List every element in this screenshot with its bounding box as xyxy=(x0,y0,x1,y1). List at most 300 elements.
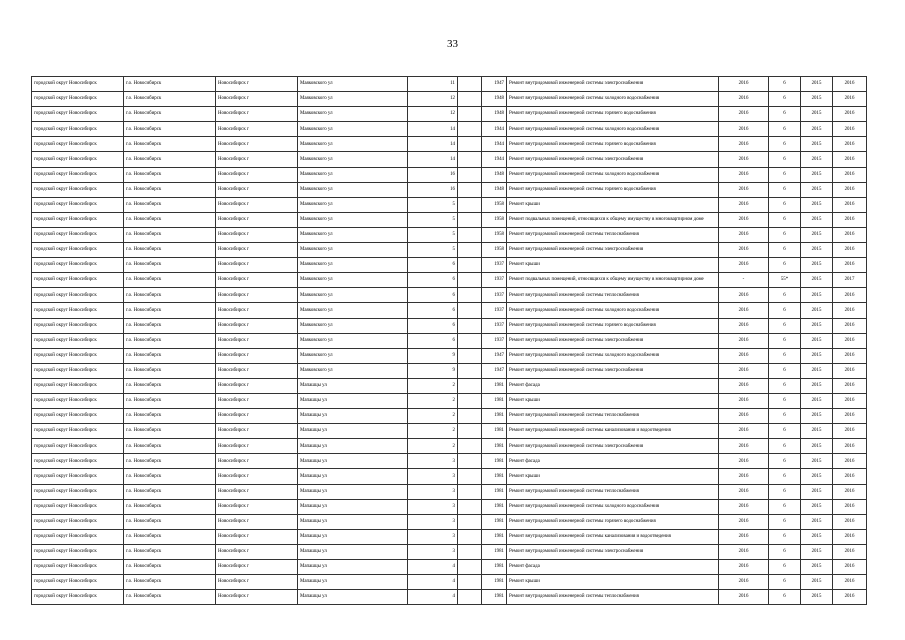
cell-house: 3 xyxy=(408,499,458,514)
cell-start-year: 2015 xyxy=(801,333,833,348)
cell-building xyxy=(458,303,482,318)
cell-end-year: 2016 xyxy=(833,107,867,122)
cell-locality: Новосибирск г xyxy=(216,137,298,152)
cell-locality: Новосибирск г xyxy=(216,499,298,514)
cell-months: 6 xyxy=(769,77,801,92)
cell-house: 9 xyxy=(408,348,458,363)
cell-plan-start: 2016 xyxy=(719,318,769,333)
cell-house: 6 xyxy=(408,288,458,303)
cell-year: 1981 xyxy=(482,544,507,559)
cell-work-type: Ремонт внутридомовой инженерной системы электроснабжения xyxy=(507,243,719,258)
cell-municipality: г.о. Новосибирск xyxy=(124,499,216,514)
cell-end-year: 2016 xyxy=(833,122,867,137)
cell-municipality: г.о. Новосибирск xyxy=(124,152,216,167)
cell-start-year: 2015 xyxy=(801,529,833,544)
cell-end-year: 2016 xyxy=(833,303,867,318)
cell-district: городской округ Новосибирск xyxy=(32,363,124,378)
cell-locality: Новосибирск г xyxy=(216,122,298,137)
cell-locality: Новосибирск г xyxy=(216,454,298,469)
cell-months: 6 xyxy=(769,227,801,242)
table-row xyxy=(32,363,867,378)
cell-street: Мапашцы ул xyxy=(298,529,408,544)
cell-building xyxy=(458,212,482,227)
cell-locality: Новосибирск г xyxy=(216,575,298,590)
cell-street: Маяковского ул xyxy=(298,273,408,288)
cell-street: Мапашцы ул xyxy=(298,393,408,408)
cell-municipality: г.о. Новосибирск xyxy=(124,393,216,408)
cell-end-year: 2016 xyxy=(833,288,867,303)
cell-year: 1937 xyxy=(482,273,507,288)
cell-plan-start: 2016 xyxy=(719,590,769,605)
cell-year: 1981 xyxy=(482,529,507,544)
cell-start-year: 2015 xyxy=(801,137,833,152)
table-row xyxy=(32,107,867,122)
cell-plan-start: 2016 xyxy=(719,77,769,92)
cell-work-type: Ремонт внутридомовой инженерной системы холодного водоснабжения xyxy=(507,499,719,514)
cell-start-year: 2015 xyxy=(801,575,833,590)
cell-district: городской округ Новосибирск xyxy=(32,514,124,529)
cell-months: 6 xyxy=(769,288,801,303)
cell-street: Маяковского ул xyxy=(298,363,408,378)
cell-street: Маяковского ул xyxy=(298,137,408,152)
cell-year: 1937 xyxy=(482,318,507,333)
cell-district: городской округ Новосибирск xyxy=(32,484,124,499)
cell-locality: Новосибирск г xyxy=(216,288,298,303)
cell-year: 1944 xyxy=(482,152,507,167)
cell-start-year: 2015 xyxy=(801,484,833,499)
cell-street: Маяковского ул xyxy=(298,77,408,92)
cell-plan-start: 2016 xyxy=(719,152,769,167)
cell-street: Мапашцы ул xyxy=(298,590,408,605)
cell-months: 6 xyxy=(769,378,801,393)
cell-year: 1947 xyxy=(482,348,507,363)
cell-start-year: 2015 xyxy=(801,303,833,318)
cell-house: 14 xyxy=(408,152,458,167)
cell-months: 6 xyxy=(769,393,801,408)
cell-locality: Новосибирск г xyxy=(216,212,298,227)
cell-locality: Новосибирск г xyxy=(216,152,298,167)
cell-work-type: Ремонт внутридомовой инженерной системы холодного водоснабжения xyxy=(507,303,719,318)
cell-months: 6 xyxy=(769,529,801,544)
cell-locality: Новосибирск г xyxy=(216,348,298,363)
cell-municipality: г.о. Новосибирск xyxy=(124,544,216,559)
cell-street: Маяковского ул xyxy=(298,152,408,167)
cell-building xyxy=(458,107,482,122)
table-row xyxy=(32,544,867,559)
cell-work-type: Ремонт внутридомовой инженерной системы теплоснабжения xyxy=(507,409,719,424)
cell-end-year: 2017 xyxy=(833,273,867,288)
cell-start-year: 2015 xyxy=(801,544,833,559)
cell-locality: Новосибирск г xyxy=(216,469,298,484)
cell-street: Мапашцы ул xyxy=(298,575,408,590)
table-row xyxy=(32,484,867,499)
cell-plan-start: - xyxy=(719,273,769,288)
cell-start-year: 2015 xyxy=(801,107,833,122)
cell-months: 6 xyxy=(769,333,801,348)
cell-work-type: Ремонт крыши xyxy=(507,258,719,273)
cell-end-year: 2016 xyxy=(833,152,867,167)
cell-plan-start: 2016 xyxy=(719,575,769,590)
cell-year: 1947 xyxy=(482,363,507,378)
cell-months: 6 xyxy=(769,363,801,378)
cell-building xyxy=(458,409,482,424)
cell-year: 1981 xyxy=(482,514,507,529)
cell-house: 2 xyxy=(408,439,458,454)
cell-district: городской округ Новосибирск xyxy=(32,227,124,242)
cell-building xyxy=(458,378,482,393)
cell-district: городской округ Новосибирск xyxy=(32,454,124,469)
table-row xyxy=(32,318,867,333)
cell-work-type: Ремонт внутридомовой инженерной системы электроснабжения xyxy=(507,363,719,378)
cell-street: Маяковского ул xyxy=(298,107,408,122)
cell-start-year: 2015 xyxy=(801,409,833,424)
cell-start-year: 2015 xyxy=(801,514,833,529)
cell-work-type: Ремонт внутридомовой инженерной системы канализования и водоотведения xyxy=(507,529,719,544)
table-row xyxy=(32,182,867,197)
cell-district: городской округ Новосибирск xyxy=(32,197,124,212)
cell-work-type: Ремонт внутридомовой инженерной системы теплоснабжения xyxy=(507,484,719,499)
cell-street: Мапашцы ул xyxy=(298,560,408,575)
cell-plan-start: 2016 xyxy=(719,92,769,107)
cell-start-year: 2015 xyxy=(801,152,833,167)
cell-end-year: 2016 xyxy=(833,424,867,439)
cell-months: 6 xyxy=(769,409,801,424)
cell-municipality: г.о. Новосибирск xyxy=(124,258,216,273)
cell-municipality: г.о. Новосибирск xyxy=(124,167,216,182)
cell-start-year: 2015 xyxy=(801,363,833,378)
cell-district: городской округ Новосибирск xyxy=(32,318,124,333)
cell-building xyxy=(458,529,482,544)
cell-building xyxy=(458,243,482,258)
cell-house: 14 xyxy=(408,122,458,137)
table-row xyxy=(32,137,867,152)
cell-house: 5 xyxy=(408,197,458,212)
cell-work-type: Ремонт внутридомовой инженерной системы теплоснабжения xyxy=(507,590,719,605)
cell-plan-start: 2016 xyxy=(719,484,769,499)
cell-locality: Новосибирск г xyxy=(216,514,298,529)
cell-months: 6 xyxy=(769,544,801,559)
cell-municipality: г.о. Новосибирск xyxy=(124,197,216,212)
cell-locality: Новосибирск г xyxy=(216,227,298,242)
cell-street: Мапашцы ул xyxy=(298,469,408,484)
cell-municipality: г.о. Новосибирск xyxy=(124,575,216,590)
cell-municipality: г.о. Новосибирск xyxy=(124,303,216,318)
cell-months: 6 xyxy=(769,107,801,122)
cell-street: Мапашцы ул xyxy=(298,454,408,469)
table-row xyxy=(32,197,867,212)
cell-work-type: Ремонт крыши xyxy=(507,469,719,484)
cell-end-year: 2016 xyxy=(833,243,867,258)
cell-plan-start: 2016 xyxy=(719,182,769,197)
cell-district: городской округ Новосибирск xyxy=(32,107,124,122)
cell-municipality: г.о. Новосибирск xyxy=(124,514,216,529)
cell-months: 6 xyxy=(769,439,801,454)
cell-plan-start: 2016 xyxy=(719,409,769,424)
cell-end-year: 2016 xyxy=(833,529,867,544)
cell-months: 6 xyxy=(769,137,801,152)
cell-house: 3 xyxy=(408,544,458,559)
cell-end-year: 2016 xyxy=(833,378,867,393)
cell-months: 6 xyxy=(769,318,801,333)
cell-district: городской округ Новосибирск xyxy=(32,92,124,107)
cell-street: Мапашцы ул xyxy=(298,439,408,454)
cell-end-year: 2016 xyxy=(833,590,867,605)
cell-municipality: г.о. Новосибирск xyxy=(124,318,216,333)
cell-building xyxy=(458,514,482,529)
cell-locality: Новосибирск г xyxy=(216,273,298,288)
cell-months: 6 xyxy=(769,454,801,469)
cell-district: городской округ Новосибирск xyxy=(32,544,124,559)
cell-start-year: 2015 xyxy=(801,197,833,212)
cell-locality: Новосибирск г xyxy=(216,560,298,575)
cell-house: 6 xyxy=(408,303,458,318)
cell-plan-start: 2016 xyxy=(719,439,769,454)
table-row xyxy=(32,393,867,408)
cell-district: городской округ Новосибирск xyxy=(32,137,124,152)
cell-district: городской округ Новосибирск xyxy=(32,122,124,137)
cell-locality: Новосибирск г xyxy=(216,167,298,182)
cell-work-type: Ремонт внутридомовой инженерной системы теплоснабжения xyxy=(507,288,719,303)
cell-work-type: Ремонт фасада xyxy=(507,378,719,393)
cell-plan-start: 2016 xyxy=(719,424,769,439)
cell-plan-start: 2016 xyxy=(719,137,769,152)
cell-plan-start: 2016 xyxy=(719,544,769,559)
cell-year: 1948 xyxy=(482,182,507,197)
cell-plan-start: 2016 xyxy=(719,122,769,137)
cell-end-year: 2016 xyxy=(833,258,867,273)
cell-district: городской округ Новосибирск xyxy=(32,333,124,348)
cell-building xyxy=(458,484,482,499)
cell-year: 1981 xyxy=(482,424,507,439)
cell-building xyxy=(458,288,482,303)
cell-street: Маяковского ул xyxy=(298,303,408,318)
cell-house: 16 xyxy=(408,182,458,197)
cell-district: городской округ Новосибирск xyxy=(32,243,124,258)
cell-plan-start: 2016 xyxy=(719,303,769,318)
cell-building xyxy=(458,197,482,212)
cell-start-year: 2015 xyxy=(801,212,833,227)
cell-house: 2 xyxy=(408,424,458,439)
cell-end-year: 2016 xyxy=(833,212,867,227)
table-row xyxy=(32,469,867,484)
cell-months: 55* xyxy=(769,273,801,288)
cell-street: Маяковского ул xyxy=(298,333,408,348)
cell-plan-start: 2016 xyxy=(719,454,769,469)
cell-municipality: г.о. Новосибирск xyxy=(124,137,216,152)
cell-start-year: 2015 xyxy=(801,424,833,439)
table-row xyxy=(32,167,867,182)
cell-year: 1981 xyxy=(482,393,507,408)
cell-year: 1981 xyxy=(482,378,507,393)
cell-house: 12 xyxy=(408,107,458,122)
cell-building xyxy=(458,544,482,559)
cell-work-type: Ремонт внутридомовой инженерной системы холодного водоснабжения xyxy=(507,348,719,363)
cell-end-year: 2016 xyxy=(833,167,867,182)
cell-start-year: 2015 xyxy=(801,439,833,454)
cell-months: 6 xyxy=(769,484,801,499)
table-row xyxy=(32,590,867,605)
cell-building xyxy=(458,560,482,575)
table-row xyxy=(32,529,867,544)
cell-months: 6 xyxy=(769,122,801,137)
cell-year: 1981 xyxy=(482,454,507,469)
cell-street: Маяковского ул xyxy=(298,167,408,182)
cell-plan-start: 2016 xyxy=(719,167,769,182)
cell-municipality: г.о. Новосибирск xyxy=(124,227,216,242)
cell-work-type: Ремонт внутридомовой инженерной системы горячего водоснабжения xyxy=(507,107,719,122)
cell-district: городской округ Новосибирск xyxy=(32,288,124,303)
cell-street: Маяковского ул xyxy=(298,243,408,258)
cell-locality: Новосибирск г xyxy=(216,409,298,424)
cell-street: Маяковского ул xyxy=(298,122,408,137)
cell-work-type: Ремонт фасада xyxy=(507,560,719,575)
cell-end-year: 2016 xyxy=(833,333,867,348)
cell-locality: Новосибирск г xyxy=(216,303,298,318)
table-row xyxy=(32,303,867,318)
cell-building xyxy=(458,454,482,469)
cell-district: городской округ Новосибирск xyxy=(32,424,124,439)
cell-building xyxy=(458,439,482,454)
cell-plan-start: 2016 xyxy=(719,529,769,544)
table-row xyxy=(32,288,867,303)
cell-municipality: г.о. Новосибирск xyxy=(124,288,216,303)
table-row xyxy=(32,378,867,393)
cell-months: 6 xyxy=(769,303,801,318)
cell-house: 6 xyxy=(408,318,458,333)
cell-house: 12 xyxy=(408,92,458,107)
cell-start-year: 2015 xyxy=(801,182,833,197)
cell-year: 1981 xyxy=(482,439,507,454)
cell-end-year: 2016 xyxy=(833,348,867,363)
cell-district: городской округ Новосибирск xyxy=(32,77,124,92)
cell-start-year: 2015 xyxy=(801,243,833,258)
cell-work-type: Ремонт крыши xyxy=(507,393,719,408)
cell-street: Мапашцы ул xyxy=(298,544,408,559)
cell-year: 1948 xyxy=(482,107,507,122)
cell-district: городской округ Новосибирск xyxy=(32,348,124,363)
cell-year: 1981 xyxy=(482,560,507,575)
cell-municipality: г.о. Новосибирск xyxy=(124,348,216,363)
cell-plan-start: 2016 xyxy=(719,212,769,227)
cell-work-type: Ремонт внутридомовой инженерной системы электроснабжения xyxy=(507,333,719,348)
cell-plan-start: 2016 xyxy=(719,243,769,258)
table-row xyxy=(32,514,867,529)
cell-end-year: 2016 xyxy=(833,363,867,378)
cell-work-type: Ремонт внутридомовой инженерной системы горячего водоснабжения xyxy=(507,137,719,152)
cell-start-year: 2015 xyxy=(801,590,833,605)
cell-year: 1981 xyxy=(482,499,507,514)
cell-year: 1958 xyxy=(482,227,507,242)
cell-district: городской округ Новосибирск xyxy=(32,212,124,227)
cell-plan-start: 2016 xyxy=(719,197,769,212)
cell-building xyxy=(458,167,482,182)
cell-start-year: 2015 xyxy=(801,348,833,363)
cell-building xyxy=(458,363,482,378)
cell-start-year: 2015 xyxy=(801,378,833,393)
cell-building xyxy=(458,258,482,273)
cell-end-year: 2016 xyxy=(833,560,867,575)
cell-year: 1947 xyxy=(482,77,507,92)
cell-locality: Новосибирск г xyxy=(216,182,298,197)
cell-municipality: г.о. Новосибирск xyxy=(124,469,216,484)
cell-municipality: г.о. Новосибирск xyxy=(124,243,216,258)
cell-house: 11 xyxy=(408,77,458,92)
table-row xyxy=(32,333,867,348)
cell-start-year: 2015 xyxy=(801,167,833,182)
cell-plan-start: 2016 xyxy=(719,258,769,273)
cell-plan-start: 2016 xyxy=(719,288,769,303)
cell-street: Маяковского ул xyxy=(298,258,408,273)
cell-start-year: 2015 xyxy=(801,273,833,288)
cell-house: 14 xyxy=(408,137,458,152)
cell-months: 6 xyxy=(769,348,801,363)
cell-house: 5 xyxy=(408,212,458,227)
cell-municipality: г.о. Новосибирск xyxy=(124,424,216,439)
cell-work-type: Ремонт внутридомовой инженерной системы канализования и водоотведения xyxy=(507,424,719,439)
cell-district: городской округ Новосибирск xyxy=(32,378,124,393)
table-row xyxy=(32,439,867,454)
cell-start-year: 2015 xyxy=(801,454,833,469)
cell-locality: Новосибирск г xyxy=(216,439,298,454)
cell-house: 3 xyxy=(408,484,458,499)
cell-year: 1981 xyxy=(482,409,507,424)
cell-building xyxy=(458,273,482,288)
cell-district: городской округ Новосибирск xyxy=(32,409,124,424)
cell-street: Маяковского ул xyxy=(298,92,408,107)
table-row xyxy=(32,454,867,469)
cell-municipality: г.о. Новосибирск xyxy=(124,529,216,544)
cell-locality: Новосибирск г xyxy=(216,424,298,439)
table-body xyxy=(32,77,867,605)
cell-locality: Новосибирск г xyxy=(216,243,298,258)
cell-district: городской округ Новосибирск xyxy=(32,560,124,575)
cell-locality: Новосибирск г xyxy=(216,393,298,408)
table-row xyxy=(32,499,867,514)
cell-start-year: 2015 xyxy=(801,288,833,303)
cell-building xyxy=(458,333,482,348)
cell-work-type: Ремонт внутридомовой инженерной системы электроснабжения xyxy=(507,439,719,454)
cell-locality: Новосибирск г xyxy=(216,333,298,348)
cell-municipality: г.о. Новосибирск xyxy=(124,363,216,378)
cell-municipality: г.о. Новосибирск xyxy=(124,484,216,499)
cell-street: Мапашцы ул xyxy=(298,378,408,393)
cell-end-year: 2016 xyxy=(833,182,867,197)
cell-end-year: 2016 xyxy=(833,499,867,514)
cell-months: 6 xyxy=(769,167,801,182)
cell-plan-start: 2016 xyxy=(719,469,769,484)
cell-work-type: Ремонт внутридомовой инженерной системы электроснабжения xyxy=(507,544,719,559)
cell-plan-start: 2016 xyxy=(719,378,769,393)
cell-end-year: 2016 xyxy=(833,92,867,107)
cell-plan-start: 2016 xyxy=(719,333,769,348)
cell-district: городской округ Новосибирск xyxy=(32,167,124,182)
cell-building xyxy=(458,348,482,363)
cell-end-year: 2016 xyxy=(833,484,867,499)
cell-months: 6 xyxy=(769,575,801,590)
cell-plan-start: 2016 xyxy=(719,227,769,242)
cell-months: 6 xyxy=(769,469,801,484)
cell-year: 1937 xyxy=(482,333,507,348)
cell-year: 1944 xyxy=(482,122,507,137)
cell-building xyxy=(458,122,482,137)
cell-end-year: 2016 xyxy=(833,137,867,152)
cell-year: 1937 xyxy=(482,288,507,303)
cell-work-type: Ремонт внутридомовой инженерной системы холодного водоснабжения xyxy=(507,92,719,107)
cell-locality: Новосибирск г xyxy=(216,378,298,393)
cell-house: 3 xyxy=(408,469,458,484)
cell-locality: Новосибирск г xyxy=(216,529,298,544)
cell-house: 6 xyxy=(408,258,458,273)
